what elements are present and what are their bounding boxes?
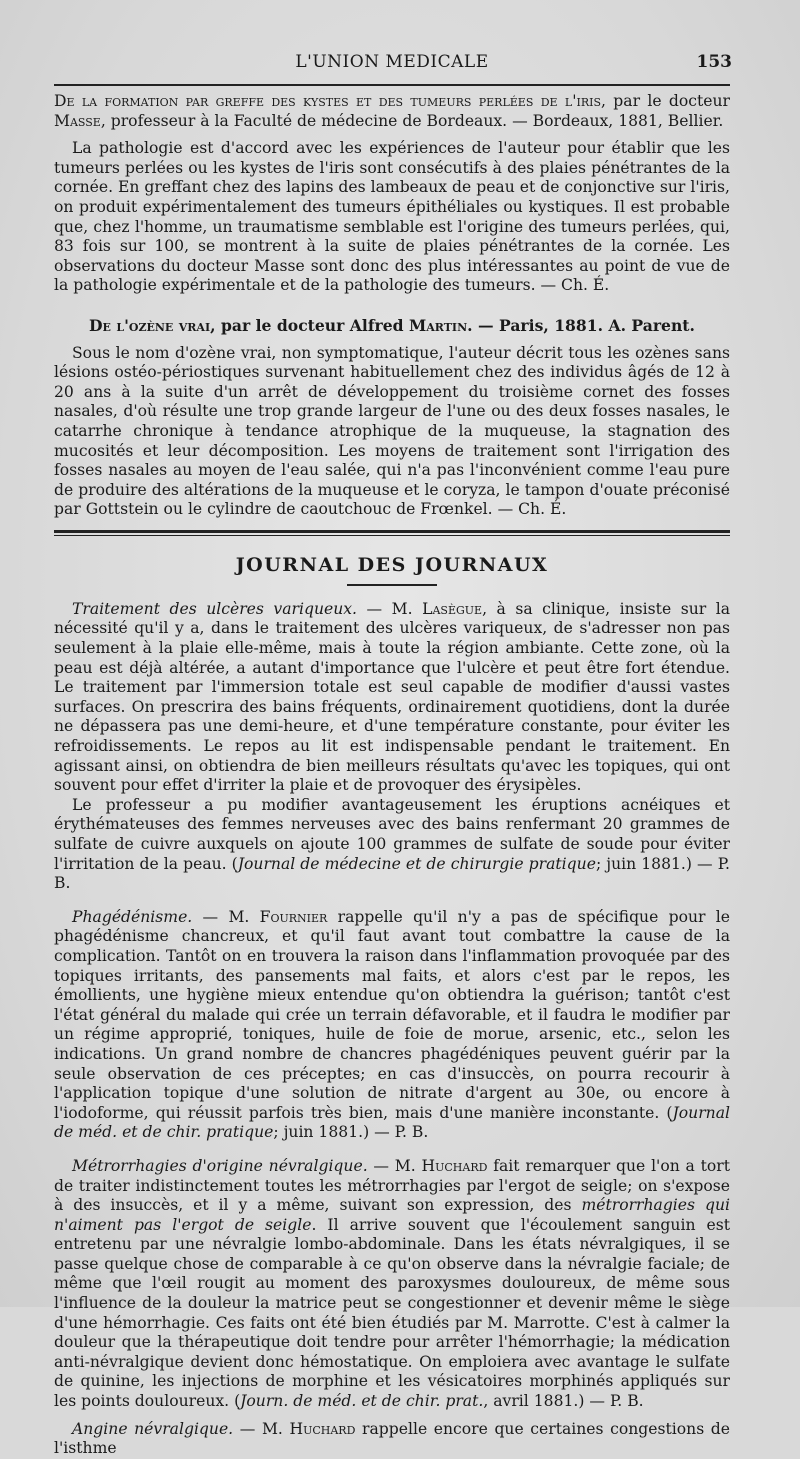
running-head	[54, 0, 730, 84]
section-divider	[54, 530, 730, 536]
article-3-end: , avril 1881.) — P. B.	[483, 1392, 644, 1411]
article-1-title: Traitement des ulcères variqueux.	[72, 599, 358, 618]
article-3-dash: — M.	[367, 1156, 422, 1175]
article-4-paragraph	[54, 1420, 730, 1459]
review-1-citation-mid: par le docteur	[605, 92, 731, 110]
page-number: 153	[696, 52, 732, 72]
journal-title: L'UNION MEDICALE	[295, 52, 489, 72]
article-2-author: Fournier	[259, 907, 328, 926]
article-1-author: Lasègue	[422, 599, 483, 618]
article-1-end: ; juin 1881.) — P. B.	[54, 854, 730, 893]
article-2-title: Phagédénisme.	[72, 907, 193, 926]
review-2-citation-mid: par le docteur Alfred	[215, 315, 409, 335]
article-3-title: Métrorrhagies d'origine névralgique.	[72, 1156, 368, 1175]
review-1-citation	[54, 92, 730, 131]
review-2-body: Sous le nom d'ozène vrai, non symptomatique, l'auteur décrit tous les ozènes sans lésions ostéo-périostiques survenant habituellement chez des individus âgés de 12 à 20 ans à la suite d'un arrêt de développement du troisième cornet des fosses nasales, d'où résulte une trop grande largeur de l'une ou des deux fosses nasales, le catarrhe chronique à tendance atrophique de la muqueuse, la stagnation des mucosités et leur décomposition. Les moyens de traitement sont l'irrigation des fosses nasales au moyen de l'eau salée, qui n'a pas l'inconvénient comme l'eau pure de produire des altérations de la muqueuse et le coryza, le tampon d'ouate préconisé par Gottstein ou le cylindre de caoutchouc de Frœnkel. — Ch. É.	[54, 343, 730, 519]
article-2-text: rappelle qu'il n'y a pas de spécifique pour le phagédénisme chancreux, et qu'il faut avant tout combattre la cause de la complication. Tantôt on en trouvera la raison dans l'inflammation provoquée par des topiques irritants, des pansements mal faits, et alors c'est par le repos, les émollients, une hygiène mieux entendue qu'on obtiendra la guérison; tantôt c'est l'état général du malade qui crée un terrain défavorable, et il faudra le modifier par un régime approprié, toniques, huile de foie de morue, arsenic, etc., selon les indications. Un grand nombre de chancres phagédéniques peuvent guérir par la seule observation de ces préceptes; en cas d'insuccès, on pourra recourir à l'application topique d'une solution de nitrate d'argent au 30e, ou encore à l'iodoforme, qui réussit parfois très bien, mais d'une manière inconstante. (	[54, 907, 730, 1122]
article-4-title: Angine névralgique.	[72, 1419, 234, 1438]
review-2-citation-rest: . — Paris, 1881. A. Parent.	[467, 315, 695, 335]
article-1-text-2: Le professeur a pu modifier avantageusement les éruptions acnéiques et érythémateuses des femmes nerveuses avec des bains renfermant 20 grammes de sulfate de cuivre auxquels on ajoute 100 grammes de sulfate de soude pour éviter l'irritation de la peau. (	[54, 795, 730, 873]
review-1-title: De la formation par greffe des kystes et des tumeurs perlées de l'iris,	[54, 92, 606, 110]
article-2-end: ; juin 1881.) — P. B.	[273, 1123, 429, 1142]
article-3-source: Journ. de méd. et de chir. prat.	[240, 1392, 484, 1411]
article-1-text: , à sa clinique, insiste sur la nécessité qu'il y a, dans le traitement des ulcères variqueux, de s'adresser non pas seulement à la plaie elle-même, mais à toute la région ambiante. Cette zone, où la peau est déjà altérée, a autant d'importance que l'ulcère et peut être fort étendue. Le traitement par l'immersion totale est seul capable de modifier d'aussi vastes surfaces. On prescrira des bains fréquents, ordinairement quotidiens, dont la durée ne dépassera pas une demi-heure, et d'une température constante, pour éviter les refroidissements. Le repos au lit est indispensable pendant le traitement. En agissant ainsi, on obtiendra de bien meilleurs résultats qu'avec les topiques, qui ont souvent pour effet d'irriter la plaie et de provoquer des érysipèles.	[54, 599, 730, 795]
article-2-paragraph	[54, 908, 730, 1143]
article-1-dash: — M.	[357, 599, 423, 618]
article-4-dash: — M.	[233, 1419, 290, 1438]
article-3-quote: métrorrhagies qui n'aiment pas l'ergot de seigle	[54, 1196, 730, 1234]
section-title: JOURNAL DES JOURNAUX	[235, 553, 549, 576]
review-1-body: La pathologie est d'accord avec les expériences de l'auteur pour établir que les tumeurs perlées ou les kystes de l'iris sont consécutifs à des plaies pénétrantes de la cornée. En greffant chez des lapins des lambeaux de peau et de conjonctive sur l'iris, on produit expérimentalement des tumeurs épithéliales ou kystiques. Il est probable que, chez l'homme, un traumatisme semblable est l'origine des tumeurs perlées, qui, 83 fois sur 100, se montrent à la suite de plaies pénétrantes de la cornée. Les observations du docteur Masse sont donc des plus intéressantes au point de vue de la pathologie expérimentale et de la pathologie des tumeurs. — Ch. É.	[54, 139, 730, 295]
review-1-author: Masse	[54, 111, 101, 130]
article-2-source: Journal de méd. et de chir. pratique	[54, 1103, 730, 1142]
review-2-author: Martin	[409, 315, 468, 335]
article-3-author: Huchard	[421, 1156, 488, 1175]
article-4-text: rappelle encore que certaines congestions de l'isthme	[54, 1419, 731, 1458]
article-2-dash: — M.	[192, 907, 260, 926]
section-title-rule	[347, 584, 437, 586]
article-4-author: Huchard	[289, 1419, 356, 1438]
article-3-text-1: fait remarquer que l'on a tort de traiter indistinctement toutes les métrorrhagies par l'ergot de seigle; on s'expose à des insuccès, et il y a même, suivant son expression, des	[54, 1156, 731, 1215]
article-1-paragraph-2	[54, 796, 730, 894]
review-2-title: De l'ozène vrai,	[89, 315, 216, 335]
article-3-paragraph	[54, 1157, 730, 1412]
article-3-text-2: . Il arrive souvent que l'écoulement sanguin est entretenu par une névralgie lombo-abdominale. Dans les états névralgiques, il se passe quelque chose de comparable à ce qu'on observe dans la névralgie faciale; de même que l'œil rougit au moment des paroxysmes douloureux, de même sous l'influence de la douleur la matrice peut se congestionner et devenir même le siège d'une hémorrhagie. Ces faits ont été bien étudiés par M. Marrotte. C'est à calmer la douleur que la thérapeutique doit tendre pour arrêter l'hémorrhagie; la médication anti-névralgique devient donc hémostatique. On emploiera avec avantage le sulfate de quinine, les injections de morphine et les vésicatoires morphinés appliqués sur les points douloureux. (	[54, 1215, 730, 1411]
review-1-citation-rest: , professeur à la Faculté de médecine de Bordeaux. — Bordeaux, 1881, Bellier.	[100, 111, 724, 130]
article-1-paragraph-1	[54, 600, 730, 796]
review-2-citation	[54, 316, 730, 336]
header-rule	[54, 84, 730, 86]
article-1-source: Journal de médecine et de chirurgie pratique	[237, 854, 596, 873]
